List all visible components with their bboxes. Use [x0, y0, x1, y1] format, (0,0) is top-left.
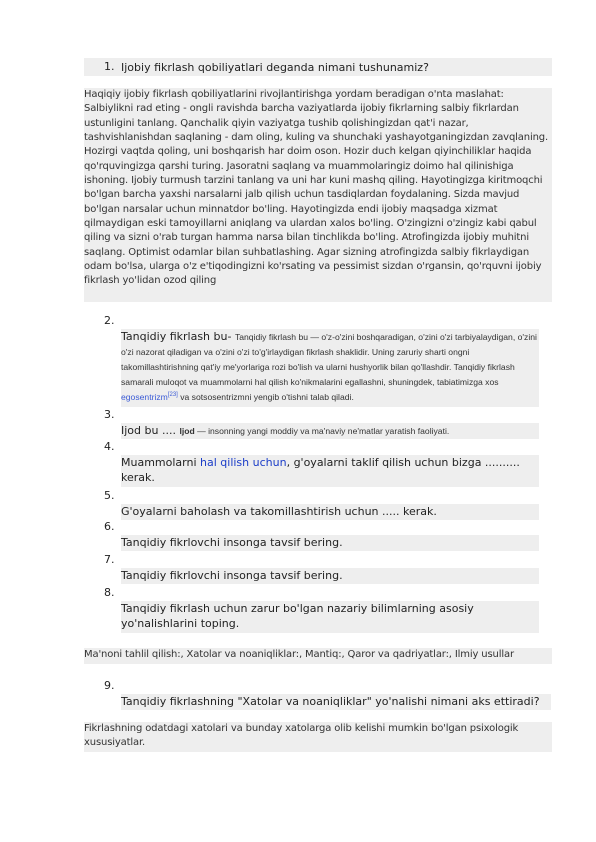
- answer-text: Haqiqiy ijobiy fikrlash qobiliyatlarini rivojlantirishga yordam beradigan o'nta maslahat: Salbiylikni rad eting - ongli ravishda barcha vaziyatlarda ijobiy fikrlarning salbiy fikrlardan ustunligini tanlang. Qanchalik qiyin vaziyatga tushib qolishingizdan qat'i nazar, tashvishlanishdan saqlaning - dam oling, kuling va shunchaki yashayotganingizdan zavqlaning. Hozirgi vaqtda qoling, uni boshqarish har doim oson. Hozir duch kelgan qiyinchiliklar haqida qo'rquvingizga qarshi turing. Jasoratni saqlang va muammolaringiz doimo hal qilinishiga ishoning. Ijobiy turmush tarzini tanlang va uni har kuni mashq qiling. Hayotingizga kiritmoqchi bo'lgan barcha yaxshi narsalarni jalb qilish uchun tasdiqlardan foydalaning. Sizda mavjud bo'lgan narsalar uchun minnatdor bo'ling. Hayotingizda endi ijobiy maqsadga xizmat qilmaydigan eski tamoyillarni aniqlang va ulardan xalos bo'ling. O'zingizni o'zingiz kabi qabul qiling va sizni o'rab turgan hamma narsa bilan tinchlikda bo'ling. Atrofingizda ijobiy muhitni saqlang. Optimist odamlar bilan suhbatlashing. Agar sizning atrofingizda salbiy fikrlaydigan odam bo'lsa, ularga o'z e'tiqodingizni ko'rsating va pessimist sizdan o'rgansin, qo'rquvni ijobiy fikrlash yo'lidan ozod qiling: [84, 89, 548, 287]
- question-lead: Ijod bu ....: [121, 424, 176, 437]
- question-number: 5.: [104, 489, 115, 502]
- question-4: [84, 440, 552, 488]
- question-number: 1.: [104, 60, 115, 73]
- definition-text: Tanqidiy fikrlash bu — o'z-o'zini boshqaradigan, o'zini o'zi tarbiyalaydigan, o'zini o'zi nazorat qiladigan va o'zini o'zi to'g'irlaydigan fikrlash shaklidir. Uning zaruriy sharti ongni takomillashtirishning qat'iy me'yorlariga rozi bo'lish va ularni hushyorlik bilan qo'llashdir. Tanqidiy fikrlash samarali muloqot va muammolarni hal qilish ko'nikmalarini egallashni, shuningdek, tabiatimizga xos egosentrizm[23] va sotsosentrizmni yengib o'tishni talab qiladi.: [121, 332, 537, 402]
- question-number: 2.: [104, 314, 115, 327]
- answer-9: [84, 722, 552, 752]
- question-5: [84, 489, 552, 521]
- question-text: [121, 329, 539, 407]
- question-text: G'oyalarni baholash va takomillashtirish uchun ..... kerak.: [121, 504, 539, 520]
- question-9: [84, 679, 552, 711]
- question-8: [84, 586, 552, 634]
- question-text: Muammolarni hal qilish uchun, g'oyalarni taklif qilish uchun bizga .......... kerak.: [121, 455, 539, 487]
- question-number: 3.: [104, 408, 115, 421]
- question-text: Tanqidiy fikrlash uchun zarur bo'lgan nazariy bilimlarning asosiy yo'nalishlarini toping.: [121, 601, 539, 633]
- question-lead: Tanqidiy fikrlash bu-: [121, 330, 232, 343]
- answer-text: Fikrlashning odatdagi xatolari va bunday xatolarga olib kelishi mumkin bo'lgan psixologik xususiyatlar.: [84, 723, 519, 749]
- egosentrizm-link[interactable]: egosentrizm: [121, 392, 168, 402]
- definition-term: Ijod: [179, 426, 195, 436]
- question-3: [84, 408, 552, 440]
- question-text: Tanqidiy fikrlashning "Xatolar va noaniqliklar" yo'nalishi nimani aks ettiradi?: [121, 694, 551, 710]
- question-number: 9.: [104, 679, 115, 692]
- reference-superscript[interactable]: [23]: [167, 392, 178, 399]
- question-text: [121, 423, 539, 439]
- question-2: [84, 314, 552, 408]
- question-text: Tanqidiy fikrlovchi insonga tavsif bering.: [121, 568, 539, 584]
- question-number: 4.: [104, 440, 115, 453]
- question-text: Tanqidiy fikrlovchi insonga tavsif bering.: [121, 535, 539, 551]
- answer-8: [84, 648, 552, 664]
- question-7: [84, 553, 552, 585]
- question-number: 6.: [104, 520, 115, 533]
- question-number: 7.: [104, 553, 115, 566]
- answer-1: [84, 88, 552, 302]
- question-1: [84, 58, 552, 76]
- answer-text: Ma'noni tahlil qilish:, Xatolar va noaniqliklar:, Mantiq:, Qaror va qadriyatlar:, Ilmiy usullar: [84, 649, 514, 660]
- question-text: Ijobiy fikrlash qobiliyatlari deganda nimani tushunamiz?: [121, 61, 429, 74]
- definition-text: — insonning yangi moddiy va ma'naviy ne'matlar yaratish faoliyati.: [197, 426, 450, 436]
- hal-qilish-link[interactable]: hal qilish uchun: [200, 456, 287, 469]
- question-number: 8.: [104, 586, 115, 599]
- question-6: [84, 520, 552, 552]
